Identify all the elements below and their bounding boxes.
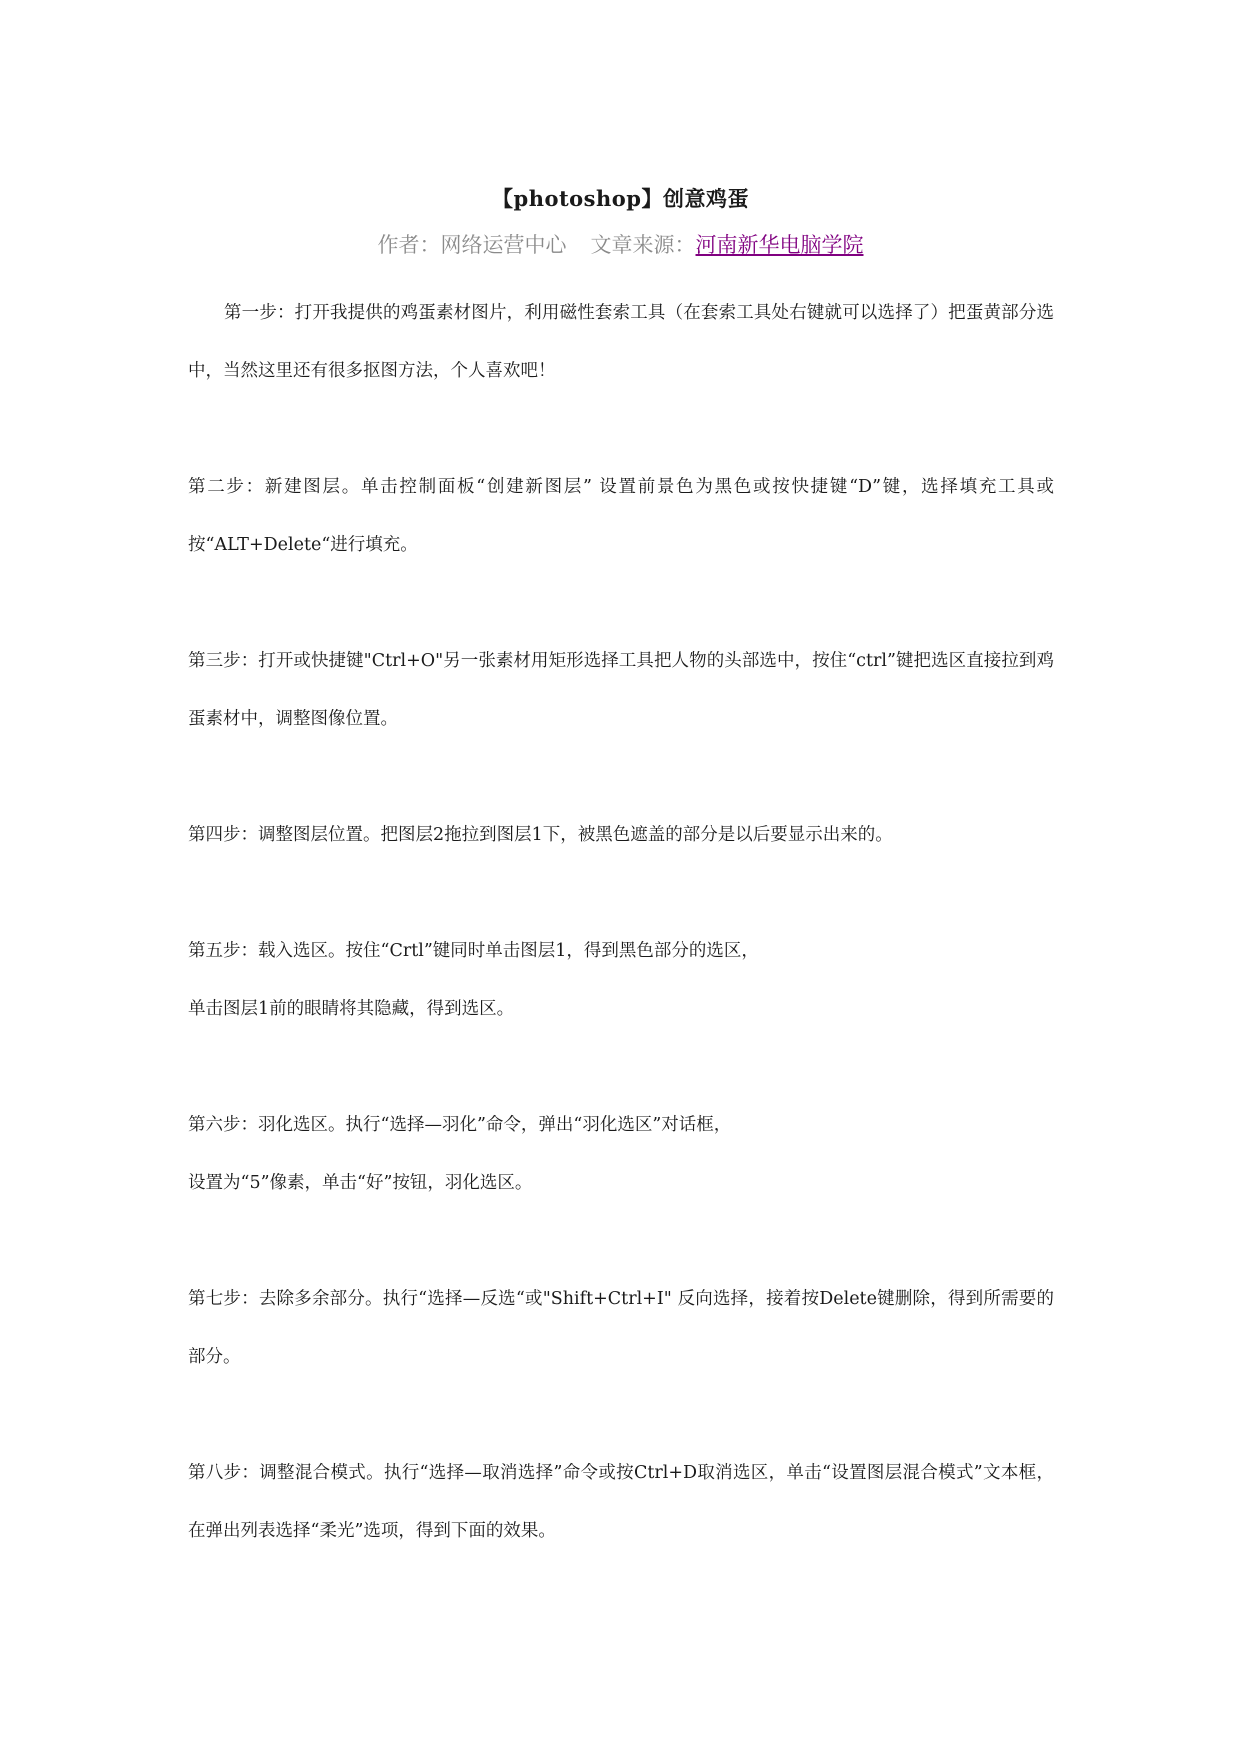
step-2-paragraph: 第二步：新建图层。单击控制面板“创建新图层” 设置前景色为黑色或按快捷键“D”键，选择填充工具或按“ALT+Delete“进行填充。 [188, 477, 1054, 555]
step-4-paragraph: 第四步：调整图层位置。把图层2拖拉到图层1下，被黑色遮盖的部分是以后要显示出来的。 [188, 825, 893, 845]
paragraph-gap [188, 1038, 1054, 1096]
article-title: 【photoshop】创意鸡蛋 [492, 186, 749, 211]
paragraph-gap [188, 1386, 1054, 1444]
step-5-line-1: 第五步：载入选区。按住“Crtl”键同时单击图层1，得到黑色部分的选区， [188, 941, 759, 961]
step-6-line-2: 设置为“5”像素，单击“好”按钮，羽化选区。 [188, 1173, 533, 1193]
step-1-paragraph: 第一步：打开我提供的鸡蛋素材图片，利用磁性套索工具（在套索工具处右键就可以选择了）把蛋黄部分选中，当然这里还有很多抠图方法，个人喜欢吧！ [188, 303, 1054, 381]
source-label: 文章来源： [590, 233, 696, 257]
step-6-paragraph [188, 1096, 1054, 1212]
paragraph-gap [188, 748, 1054, 806]
step-8-paragraph: 第八步：调整混合模式。执行“选择—取消选择”命令或按Ctrl+D取消选区，单击“设置图层混合模式”文本框，在弹出列表选择“柔光”选项，得到下面的效果。 [188, 1463, 1054, 1541]
step-6-line-1: 第六步：羽化选区。执行“选择—羽化”命令，弹出“羽化选区”对话框， [188, 1115, 732, 1135]
step-5-paragraph [188, 922, 1054, 1038]
step-5-line-2: 单击图层1前的眼睛将其隐藏，得到选区。 [188, 999, 515, 1019]
paragraph-gap [188, 1212, 1054, 1270]
step-7-paragraph: 第七步：去除多余部分。执行“选择—反选“或"Shift+Ctrl+I" 反向选择，接着按Delete键删除，得到所需要的部分。 [188, 1289, 1054, 1367]
article-body [188, 284, 1054, 1560]
source-link[interactable]: 河南新华电脑学院 [695, 233, 864, 257]
step-3-paragraph: 第三步：打开或快捷键"Ctrl+O"另一张素材用矩形选择工具把人物的头部选中，按住“ctrl”键把选区直接拉到鸡蛋素材中，调整图像位置。 [188, 651, 1054, 729]
paragraph-gap [188, 864, 1054, 922]
article-byline [0, 229, 1241, 259]
paragraph-gap [188, 574, 1054, 632]
author-label: 作者：网络运营中心 [377, 233, 567, 257]
paragraph-gap [188, 400, 1054, 458]
